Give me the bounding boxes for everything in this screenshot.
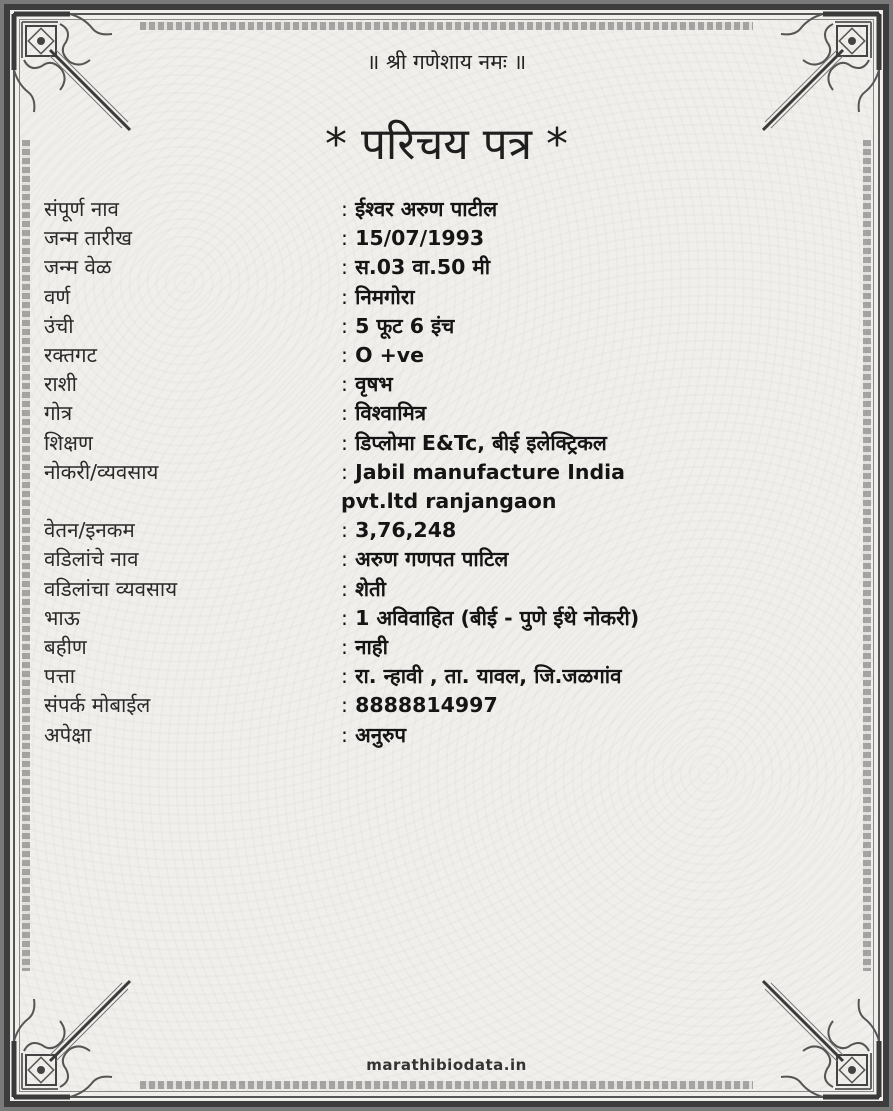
field-value: 1 अविवाहित (बीई - पुणे ईथे नोकरी) xyxy=(355,605,640,630)
field-label: अपेक्षा xyxy=(44,722,92,747)
field-label: नोकरी/व्यवसाय xyxy=(44,459,159,484)
field-row-birth-date xyxy=(44,224,844,253)
field-separator: : xyxy=(341,518,348,543)
field-label: शिक्षण xyxy=(44,430,93,455)
field-label: गोत्र xyxy=(44,401,73,426)
field-row-father-occupation xyxy=(44,575,844,604)
border-rail-left xyxy=(22,140,30,971)
field-row-gotra xyxy=(44,399,844,428)
field-separator: : xyxy=(341,197,348,221)
field-row-contact-mobile xyxy=(44,691,844,720)
field-value: डिप्लोमा E&Tc, बीई इलेक्ट्रिकल xyxy=(355,430,607,455)
field-value: स.03 वा.50 मी xyxy=(355,255,491,280)
field-value: Jabil manufacture India pvt.ltd ranjangaon xyxy=(341,459,625,514)
field-separator: : xyxy=(341,664,348,689)
field-label: संपर्क मोबाईल xyxy=(44,693,151,718)
field-label: रक्तगट xyxy=(44,343,97,368)
border-rail-bottom xyxy=(140,1081,753,1089)
field-separator: : xyxy=(341,635,348,660)
invocation-line: ॥ श्री गणेशाय नमः ॥ xyxy=(366,50,527,74)
field-label: वेतन/इनकम xyxy=(44,518,135,543)
field-value: ईश्वर अरुण पाटील xyxy=(355,197,498,221)
field-label: वडिलांचे नाव xyxy=(44,547,139,572)
field-row-birth-time xyxy=(44,253,844,282)
field-row-complexion xyxy=(44,283,844,312)
field-value: 15/07/1993 xyxy=(355,226,485,251)
field-label: भाऊ xyxy=(44,605,80,630)
field-row-income xyxy=(44,516,844,545)
field-row-education xyxy=(44,429,844,458)
corner-ornament-icon xyxy=(759,977,883,1101)
field-value: निमगोरा xyxy=(355,284,415,309)
field-row-father-name xyxy=(44,545,844,574)
field-value: वृषभ xyxy=(355,372,393,397)
border-rail-right xyxy=(863,140,871,971)
field-separator: : xyxy=(341,401,348,426)
field-value: O +ve xyxy=(355,343,425,368)
field-separator: : xyxy=(341,284,348,309)
field-value: अरुण गणपत पाटिल xyxy=(355,547,509,572)
field-value: रा. न्हावी , ता. यावल, जि.जळगांव xyxy=(355,664,622,689)
field-value: अनुरुप xyxy=(355,722,407,747)
field-label: वडिलांचा व्यवसाय xyxy=(44,576,178,601)
field-row-sister xyxy=(44,633,844,662)
field-label: राशी xyxy=(44,372,77,397)
field-separator: : xyxy=(341,430,348,455)
field-separator: : xyxy=(341,576,348,601)
field-separator: : xyxy=(341,255,348,280)
biodata-fields xyxy=(44,195,844,750)
field-value: शेती xyxy=(355,576,386,601)
field-separator: : xyxy=(341,226,348,251)
field-row-full-name xyxy=(44,195,844,224)
field-value: नाही xyxy=(355,635,388,660)
field-row-expectations xyxy=(44,721,844,750)
field-label: संपूर्ण नाव xyxy=(44,197,119,221)
field-row-height xyxy=(44,312,844,341)
field-label: जन्म वेळ xyxy=(44,255,112,280)
field-separator: : xyxy=(341,459,348,484)
field-row-address xyxy=(44,662,844,691)
page-title: * परिचय पत्र * xyxy=(324,119,569,170)
field-label: उंची xyxy=(44,313,74,338)
field-value: 3,76,248 xyxy=(355,518,457,543)
border-rail-top xyxy=(140,22,753,30)
field-separator: : xyxy=(341,693,348,718)
field-row-occupation xyxy=(44,458,844,516)
field-label: जन्म तारीख xyxy=(44,226,132,251)
footer-site-credit: marathibiodata.in xyxy=(366,1056,527,1074)
field-separator: : xyxy=(341,372,348,397)
field-value: 5 फूट 6 इंच xyxy=(355,313,455,338)
field-value: 8888814997 xyxy=(355,693,498,718)
corner-ornament-icon xyxy=(10,977,134,1101)
field-label: वर्ण xyxy=(44,284,71,309)
field-row-brother xyxy=(44,604,844,633)
field-separator: : xyxy=(341,605,348,630)
field-separator: : xyxy=(341,547,348,572)
field-label: पत्ता xyxy=(44,664,76,689)
field-separator: : xyxy=(341,313,348,338)
field-separator: : xyxy=(341,722,348,747)
field-row-blood-group xyxy=(44,341,844,370)
field-separator: : xyxy=(341,343,348,368)
field-row-zodiac xyxy=(44,370,844,399)
field-label: बहीण xyxy=(44,635,87,660)
field-value: विश्वामित्र xyxy=(355,401,427,426)
